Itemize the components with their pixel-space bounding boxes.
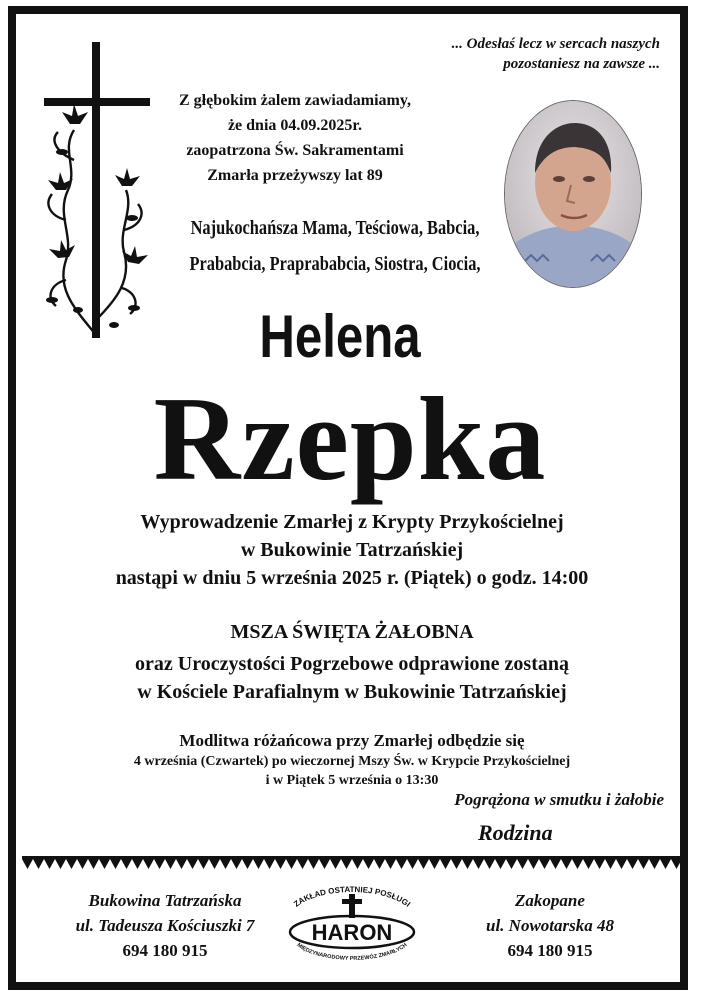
intro-line-4: Zmarła przeżywszy lat 89 (207, 167, 383, 184)
footer-right-phone: 694 180 915 (507, 941, 593, 960)
footer-right-address (440, 888, 660, 963)
mass-title: MSZA ŚWIĘTA ŻAŁOBNA (230, 621, 474, 643)
footer-right-city: Zakopane (515, 891, 585, 910)
haron-logo-graphic (272, 880, 432, 970)
funeral-mass-info (40, 618, 664, 706)
announcement-intro (160, 88, 430, 188)
intro-line-3: zaopatrzona Św. Sakramentami (186, 142, 404, 159)
footer-left-address (40, 888, 290, 963)
quote-line-1: ... Odesłaś lecz w sercach naszych (451, 36, 660, 52)
rosary-line-3: i w Piątek 5 września o 13:30 (265, 773, 439, 788)
zigzag-divider (22, 856, 682, 870)
rosary-line-2: 4 września (Czwartek) po wieczornej Mszy Św. w Krypcie Przykościelnej (133, 754, 571, 769)
footer-left-city: Bukowina Tatrzańska (88, 891, 242, 910)
logo-top-text: ZAKŁAD OSTATNIEJ POSŁUGI (292, 884, 413, 909)
portrait-image (505, 101, 641, 287)
cross-icon (342, 894, 362, 918)
deceased-first-name: Helena (259, 303, 421, 370)
deceased-surname: Rzepka (153, 372, 547, 505)
intro-line-1: Z głębokim żalem zawiadamiamy, (179, 92, 411, 109)
mourners-line: Pogrążona w smutku i żałobie (454, 790, 664, 809)
footer-left-street: ul. Tadeusza Kościuszki 7 (75, 916, 255, 935)
family-signature: Rodzina (478, 820, 553, 845)
intro-line-2: że dnia 04.09.2025r. (227, 117, 363, 134)
memorial-quote (360, 34, 660, 74)
family-relations (183, 210, 486, 282)
footer-right-street: ul. Nowotarska 48 (486, 916, 614, 935)
rosary-line-1: Modlitwa różańcowa przy Zmarłej odbędzie się (179, 731, 525, 750)
haron-logo (272, 880, 432, 970)
funeral-procession-info (40, 508, 664, 592)
footer-left-phone: 694 180 915 (122, 941, 208, 960)
quote-line-2: pozostaniesz na zawsze ... (503, 56, 660, 72)
funeral-line-2: w Bukowinie Tatrzańskiej (240, 539, 464, 561)
mass-line-1: oraz Uroczystości Pogrzebowe odprawione zostaną (135, 653, 569, 675)
mass-line-2: w Kościele Parafialnym w Bukowinie Tatrzańskiej (137, 681, 567, 703)
cross-with-lilies-icon (36, 40, 156, 345)
rosary-info (40, 730, 664, 790)
logo-bottom-text: MIĘDZYNARODOWY PRZEWÓZ ZMARŁYCH (295, 942, 409, 962)
family-line-1: Najukochańsza Mama, Teściowa, Babcia, (190, 217, 480, 239)
funeral-line-1: Wyprowadzenie Zmarłej z Krypty Przykościelnej (140, 511, 564, 533)
funeral-line-3: nastąpi w dniu 5 września 2025 r. (Piątek) o godz. 14:00 (115, 567, 589, 589)
logo-name: HARON (311, 920, 393, 945)
portrait-photo (504, 100, 642, 288)
family-line-2: Prababcia, Praprababcia, Siostra, Ciocia, (189, 253, 481, 275)
